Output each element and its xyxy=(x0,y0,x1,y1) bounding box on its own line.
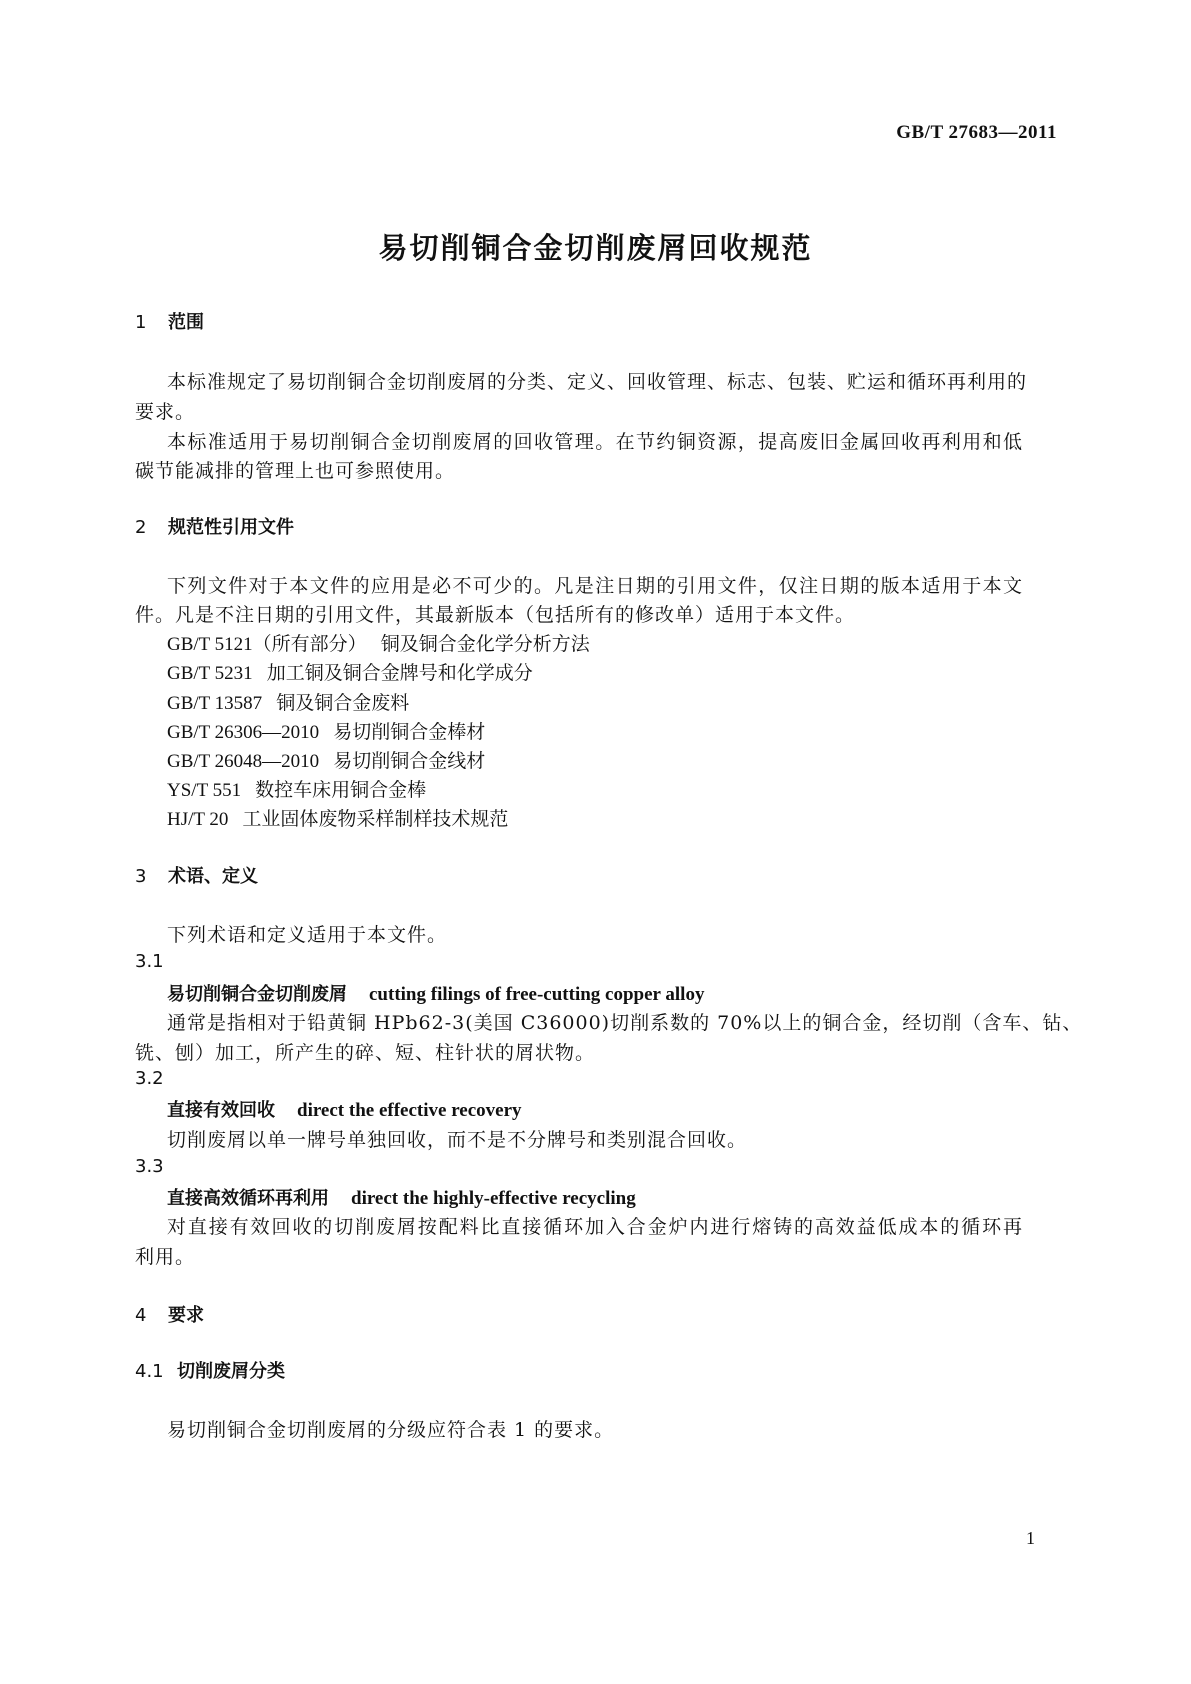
reference-code: GB/T 5231 xyxy=(167,663,253,684)
reference-item xyxy=(167,804,508,831)
reference-item xyxy=(167,629,590,656)
term-en: direct the effective recovery xyxy=(297,1100,522,1121)
section-4-heading xyxy=(135,1301,204,1327)
reference-code: GB/T 26306—2010 xyxy=(167,722,320,743)
reference-name: 铜及铜合金废料 xyxy=(276,692,410,714)
section-1-heading xyxy=(135,308,204,334)
standard-code: GB/T 27683—2011 xyxy=(896,122,1057,143)
subsection-number: 4.1 xyxy=(135,1361,164,1382)
s1-paragraph-1-line-1: 本标准规定了易切削铜合金切削废屑的分类、定义、回收管理、标志、包装、贮运和循环再利用的 xyxy=(167,371,1028,393)
section-title: 规范性引用文件 xyxy=(168,517,294,538)
section-number: 3 xyxy=(135,866,147,887)
term-3-3-heading xyxy=(167,1184,636,1210)
reference-code: HJ/T 20 xyxy=(167,809,229,830)
term-3-3-definition-line-2: 利用。 xyxy=(135,1246,196,1268)
document-title: 易切削铜合金切削废屑回收规范 xyxy=(378,231,813,265)
reference-name: 加工铜及铜合金牌号和化学成分 xyxy=(266,662,533,684)
reference-name: 工业固体废物采样制样技术规范 xyxy=(242,808,509,830)
section-title: 范围 xyxy=(168,312,204,333)
reference-item xyxy=(167,658,533,685)
term-3-1-heading xyxy=(167,980,704,1006)
reference-code: GB/T 13587 xyxy=(167,693,263,714)
reference-name: 易切削铜合金棒材 xyxy=(333,721,486,743)
section-number: 4 xyxy=(135,1305,147,1326)
reference-name: 数控车床用铜合金棒 xyxy=(255,779,427,801)
s1-paragraph-2-line-1: 本标准适用于易切削铜合金切削废屑的回收管理。在节约铜资源，提高废旧金属回收再利用和低 xyxy=(167,431,1023,453)
reference-code: GB/T 5121（所有部分） xyxy=(167,634,367,655)
page-number: 1 xyxy=(1026,1528,1035,1548)
reference-item xyxy=(167,717,485,744)
term-en: direct the highly-effective recycling xyxy=(351,1188,636,1209)
term-3-2-heading xyxy=(167,1096,522,1122)
reference-code: GB/T 26048—2010 xyxy=(167,751,320,772)
s2-paragraph-line-2: 件。凡是不注日期的引用文件，其最新版本（包括所有的修改单）适用于本文件。 xyxy=(135,604,856,626)
term-3-3-number: 3.3 xyxy=(135,1156,164,1177)
reference-name: 铜及铜合金化学分析方法 xyxy=(380,633,590,655)
term-3-1-number: 3.1 xyxy=(135,951,164,972)
term-zh: 易切削铜合金切削废屑 xyxy=(167,984,347,1005)
s2-paragraph-line-1: 下列文件对于本文件的应用是必不可少的。凡是注日期的引用文件，仅注日期的版本适用于本文 xyxy=(167,575,1023,597)
section-2-heading xyxy=(135,513,294,539)
reference-name: 易切削铜合金线材 xyxy=(333,750,486,772)
reference-code: YS/T 551 xyxy=(167,780,242,801)
term-zh: 直接高效循环再利用 xyxy=(167,1188,329,1209)
term-3-2-number: 3.2 xyxy=(135,1068,164,1089)
section-3-heading xyxy=(135,862,258,888)
term-3-3-definition-line-1: 对直接有效回收的切削废屑按配料比直接循环加入合金炉内进行熔铸的高效益低成本的循环再 xyxy=(167,1216,1023,1238)
section-number: 1 xyxy=(135,312,147,333)
s1-paragraph-1-line-2: 要求。 xyxy=(135,401,196,423)
reference-item xyxy=(167,688,409,715)
section-title: 术语、定义 xyxy=(168,866,258,887)
term-en: cutting filings of free-cutting copper alloy xyxy=(369,984,705,1005)
subsection-title: 切削废屑分类 xyxy=(177,1361,285,1382)
s3-intro: 下列术语和定义适用于本文件。 xyxy=(167,924,448,946)
subsection-4-1-heading xyxy=(135,1357,285,1383)
s1-paragraph-2-line-2: 碳节能减排的管理上也可参照使用。 xyxy=(135,460,456,482)
term-3-2-definition: 切削废屑以单一牌号单独回收，而不是不分牌号和类别混合回收。 xyxy=(167,1129,748,1151)
section-title: 要求 xyxy=(168,1305,204,1326)
section-number: 2 xyxy=(135,517,147,538)
subsection-4-1-text: 易切削铜合金切削废屑的分级应符合表 1 的要求。 xyxy=(167,1419,615,1441)
term-3-1-definition-line-1: 通常是指相对于铅黄铜 HPb62-3(美国 C36000)切削系数的 70%以上的铜合金，经切削（含车、钻、 xyxy=(167,1012,1083,1034)
term-3-1-definition-line-2: 铣、刨）加工，所产生的碎、短、柱针状的屑状物。 xyxy=(135,1042,596,1064)
term-zh: 直接有效回收 xyxy=(167,1100,275,1121)
reference-item xyxy=(167,775,426,802)
reference-item xyxy=(167,746,485,773)
